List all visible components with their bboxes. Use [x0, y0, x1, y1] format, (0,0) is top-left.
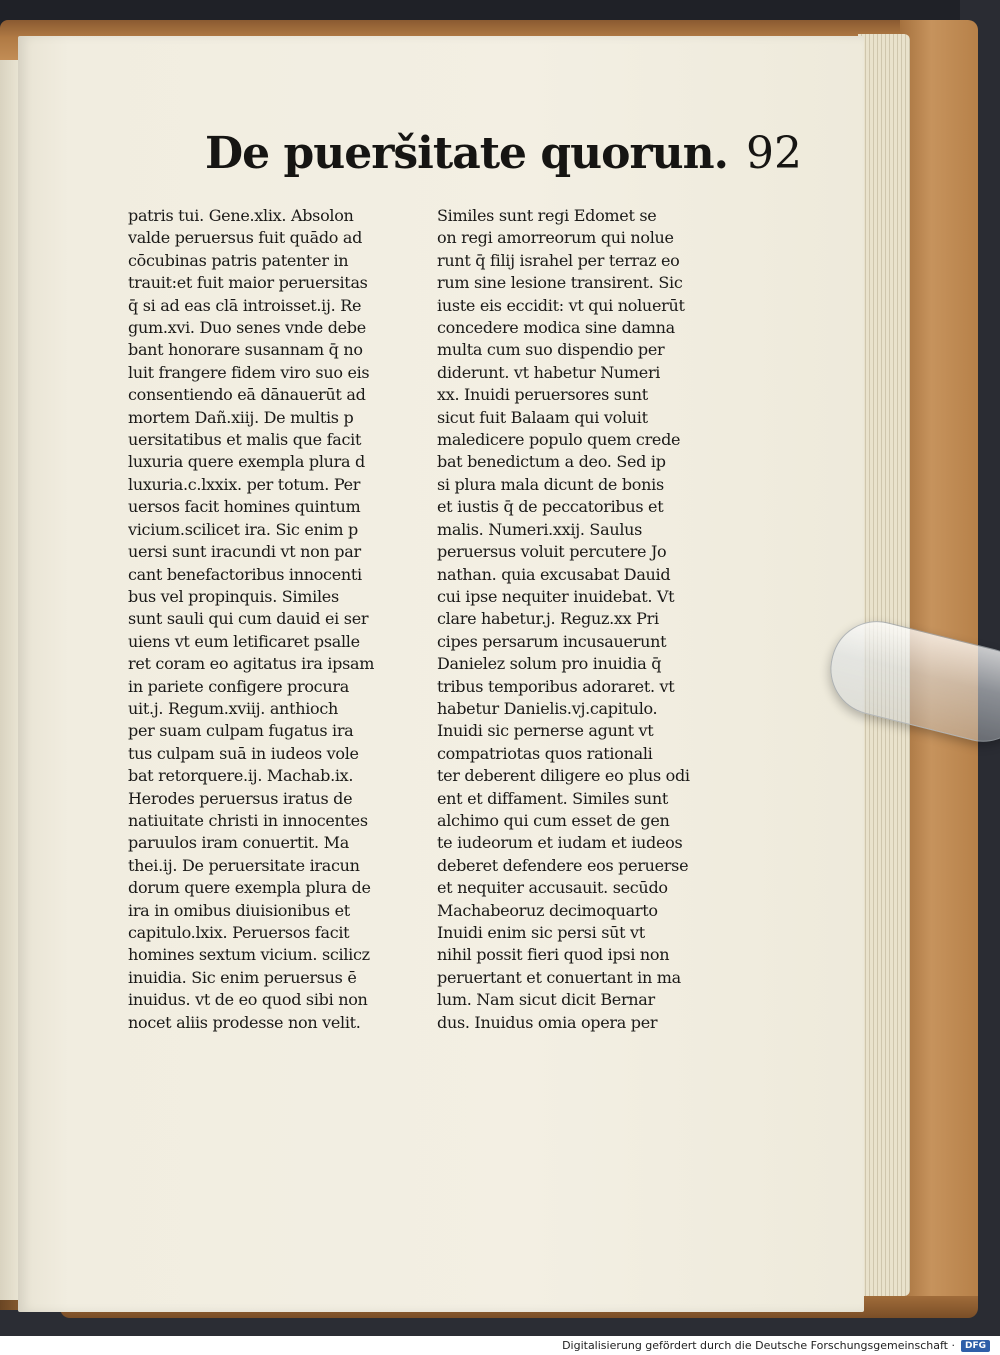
text-line: capitulo.lxix. Peruersos facit: [128, 923, 350, 942]
text-line: per suam culpam fugatus ira: [128, 721, 354, 741]
funding-credit: Digitalisierung gefördert durch die Deutsche Forschungsgemeinschaft ·: [562, 1339, 955, 1352]
text-line: in pariete configere procura: [128, 676, 349, 696]
text-line: paruulos iram conuertit. Ma: [128, 833, 349, 853]
dfg-logo: DFG: [961, 1340, 990, 1352]
text-line: si plura mala dicunt de bonis: [437, 474, 664, 494]
text-line: habetur Danielis.vj.capitulo.: [437, 698, 658, 718]
text-line: luit frangere fidem viro suo eis: [128, 362, 370, 382]
text-line: homines sextum vicium. scilicz: [128, 945, 370, 965]
text-line: Similes sunt regi Edomet se: [437, 206, 657, 225]
text-line: ter deberent diligere eo plus odi: [437, 766, 690, 786]
folio-number: 92: [745, 128, 802, 179]
text-line: peruersus voluit percutere Jo: [437, 542, 667, 562]
text-line: maledicere populo quem crede: [437, 430, 681, 450]
text-line: mortem Dañ.xiij. De multis p: [128, 407, 354, 427]
text-line: tribus temporibus adoraret. vt: [437, 676, 675, 696]
text-line: uersos facit homines quintum: [128, 497, 361, 517]
text-line: q̄ si ad eas clā introisset.ij. Re: [128, 295, 362, 315]
text-line: ent et diffament. Similes sunt: [437, 788, 669, 808]
text-line: consentiendo eā dānauerūt ad: [128, 385, 366, 405]
text-line: trauit:et fuit maior peruersitas: [128, 273, 368, 293]
text-line: bus vel propinquis. Similes: [128, 586, 339, 606]
text-line: ira in omibus diuisionibus et: [128, 900, 350, 920]
text-line: on regi amorreorum qui nolue: [437, 228, 674, 248]
text-line: uersi sunt iracundi vt non par: [128, 542, 361, 562]
text-line: thei.ij. De peruersitate iracun: [128, 855, 360, 875]
text-line: concedere modica sine damna: [437, 318, 675, 338]
text-line: malis. Numeri.xxij. Saulus: [437, 519, 643, 539]
text-line: Danielez solum pro inuidia q̄: [437, 654, 662, 674]
text-line: Machabeoruz decimoquarto: [437, 900, 658, 920]
text-line: cōcubinas patris patenter in: [128, 250, 349, 270]
text-line: Herodes peruersus iratus de: [128, 788, 353, 808]
text-line: uersitatibus et malis que facit: [128, 430, 362, 450]
text-line: multa cum suo dispendio per: [437, 340, 665, 360]
text-line: peruertant et conuertant in ma: [437, 967, 681, 987]
text-line: alchimo qui cum esset de gen: [437, 810, 670, 830]
text-line: uit.j. Regum.xviij. anthioch: [128, 698, 339, 718]
text-line: Inuidi sic pernerse agunt vt: [437, 721, 654, 741]
text-line: clare habetur.j. Reguz.xx Pri: [437, 609, 659, 629]
text-line: luxuria quere exempla plura d: [128, 452, 365, 472]
text-column-right: [437, 205, 713, 1034]
text-line: bant honorare susannam q̄ no: [128, 340, 363, 360]
text-line: ret coram eo agitatus ira ipsam: [128, 654, 375, 674]
text-line: sunt sauli qui cum dauid ei ser: [128, 609, 369, 629]
text-line: iuste eis eccidit: vt qui noluerūt: [437, 295, 685, 315]
text-line: gum.xvi. Duo senes vnde debe: [128, 318, 366, 338]
footer-bar: [0, 1336, 1000, 1355]
text-line: runt q̄ filij israhel per terraz eo: [437, 250, 680, 270]
text-line: dus. Inuidus omia opera per: [437, 1012, 658, 1032]
text-line: nihil possit fieri quod ipsi non: [437, 945, 670, 965]
text-line: patris tui. Gene.xlix. Absolon: [128, 206, 354, 225]
text-line: lum. Nam sicut dicit Bernar: [437, 990, 655, 1010]
text-line: Inuidi enim sic persi sūt vt: [437, 923, 645, 942]
text-line: compatriotas quos rationali: [437, 743, 653, 763]
text-line: bat benedictum a deo. Sed ip: [437, 452, 666, 472]
text-line: luxuria.c.lxxix. per totum. Per: [128, 474, 361, 494]
text-line: vicium.scilicet ira. Sic enim p: [128, 519, 358, 539]
text-line: diderunt. vt habetur Numeri: [437, 362, 661, 382]
text-line: rum sine lesione transirent. Sic: [437, 273, 683, 293]
text-line: sicut fuit Balaam qui voluit: [437, 407, 648, 427]
text-line: te iudeorum et iudam et iudeos: [437, 833, 683, 853]
running-head-title: De pueršitate quorun.: [205, 128, 728, 179]
text-line: tus culpam suā in iudeos vole: [128, 743, 359, 763]
text-line: cant benefactoribus innocenti: [128, 564, 362, 584]
text-line: inuidus. vt de eo quod sibi non: [128, 990, 368, 1010]
text-line: natiuitate christi in innocentes: [128, 810, 368, 830]
text-line: cui ipse nequiter inuidebat. Vt: [437, 586, 675, 606]
text-line: nocet aliis prodesse non velit.: [128, 1012, 361, 1032]
text-line: dorum quere exempla plura de: [128, 878, 371, 898]
text-line: et iustis q̄ de peccatoribus et: [437, 497, 664, 517]
text-line: inuidia. Sic enim peruersus ē: [128, 967, 357, 987]
text-line: nathan. quia excusabat Dauid: [437, 564, 671, 584]
text-line: valde peruersus fuit quādo ad: [128, 228, 363, 248]
text-line: bat retorquere.ij. Machab.ix.: [128, 766, 354, 786]
text-line: cipes persarum incusauerunt: [437, 631, 667, 651]
running-head: [205, 128, 802, 198]
text-line: et nequiter accusauit. secūdo: [437, 878, 668, 898]
text-line: deberet defendere eos peruerse: [437, 855, 689, 875]
text-line: xx. Inuidi peruersores sunt: [437, 385, 648, 405]
text-column-left: [128, 205, 404, 1034]
text-line: uiens vt eum letificaret psalle: [128, 631, 360, 651]
